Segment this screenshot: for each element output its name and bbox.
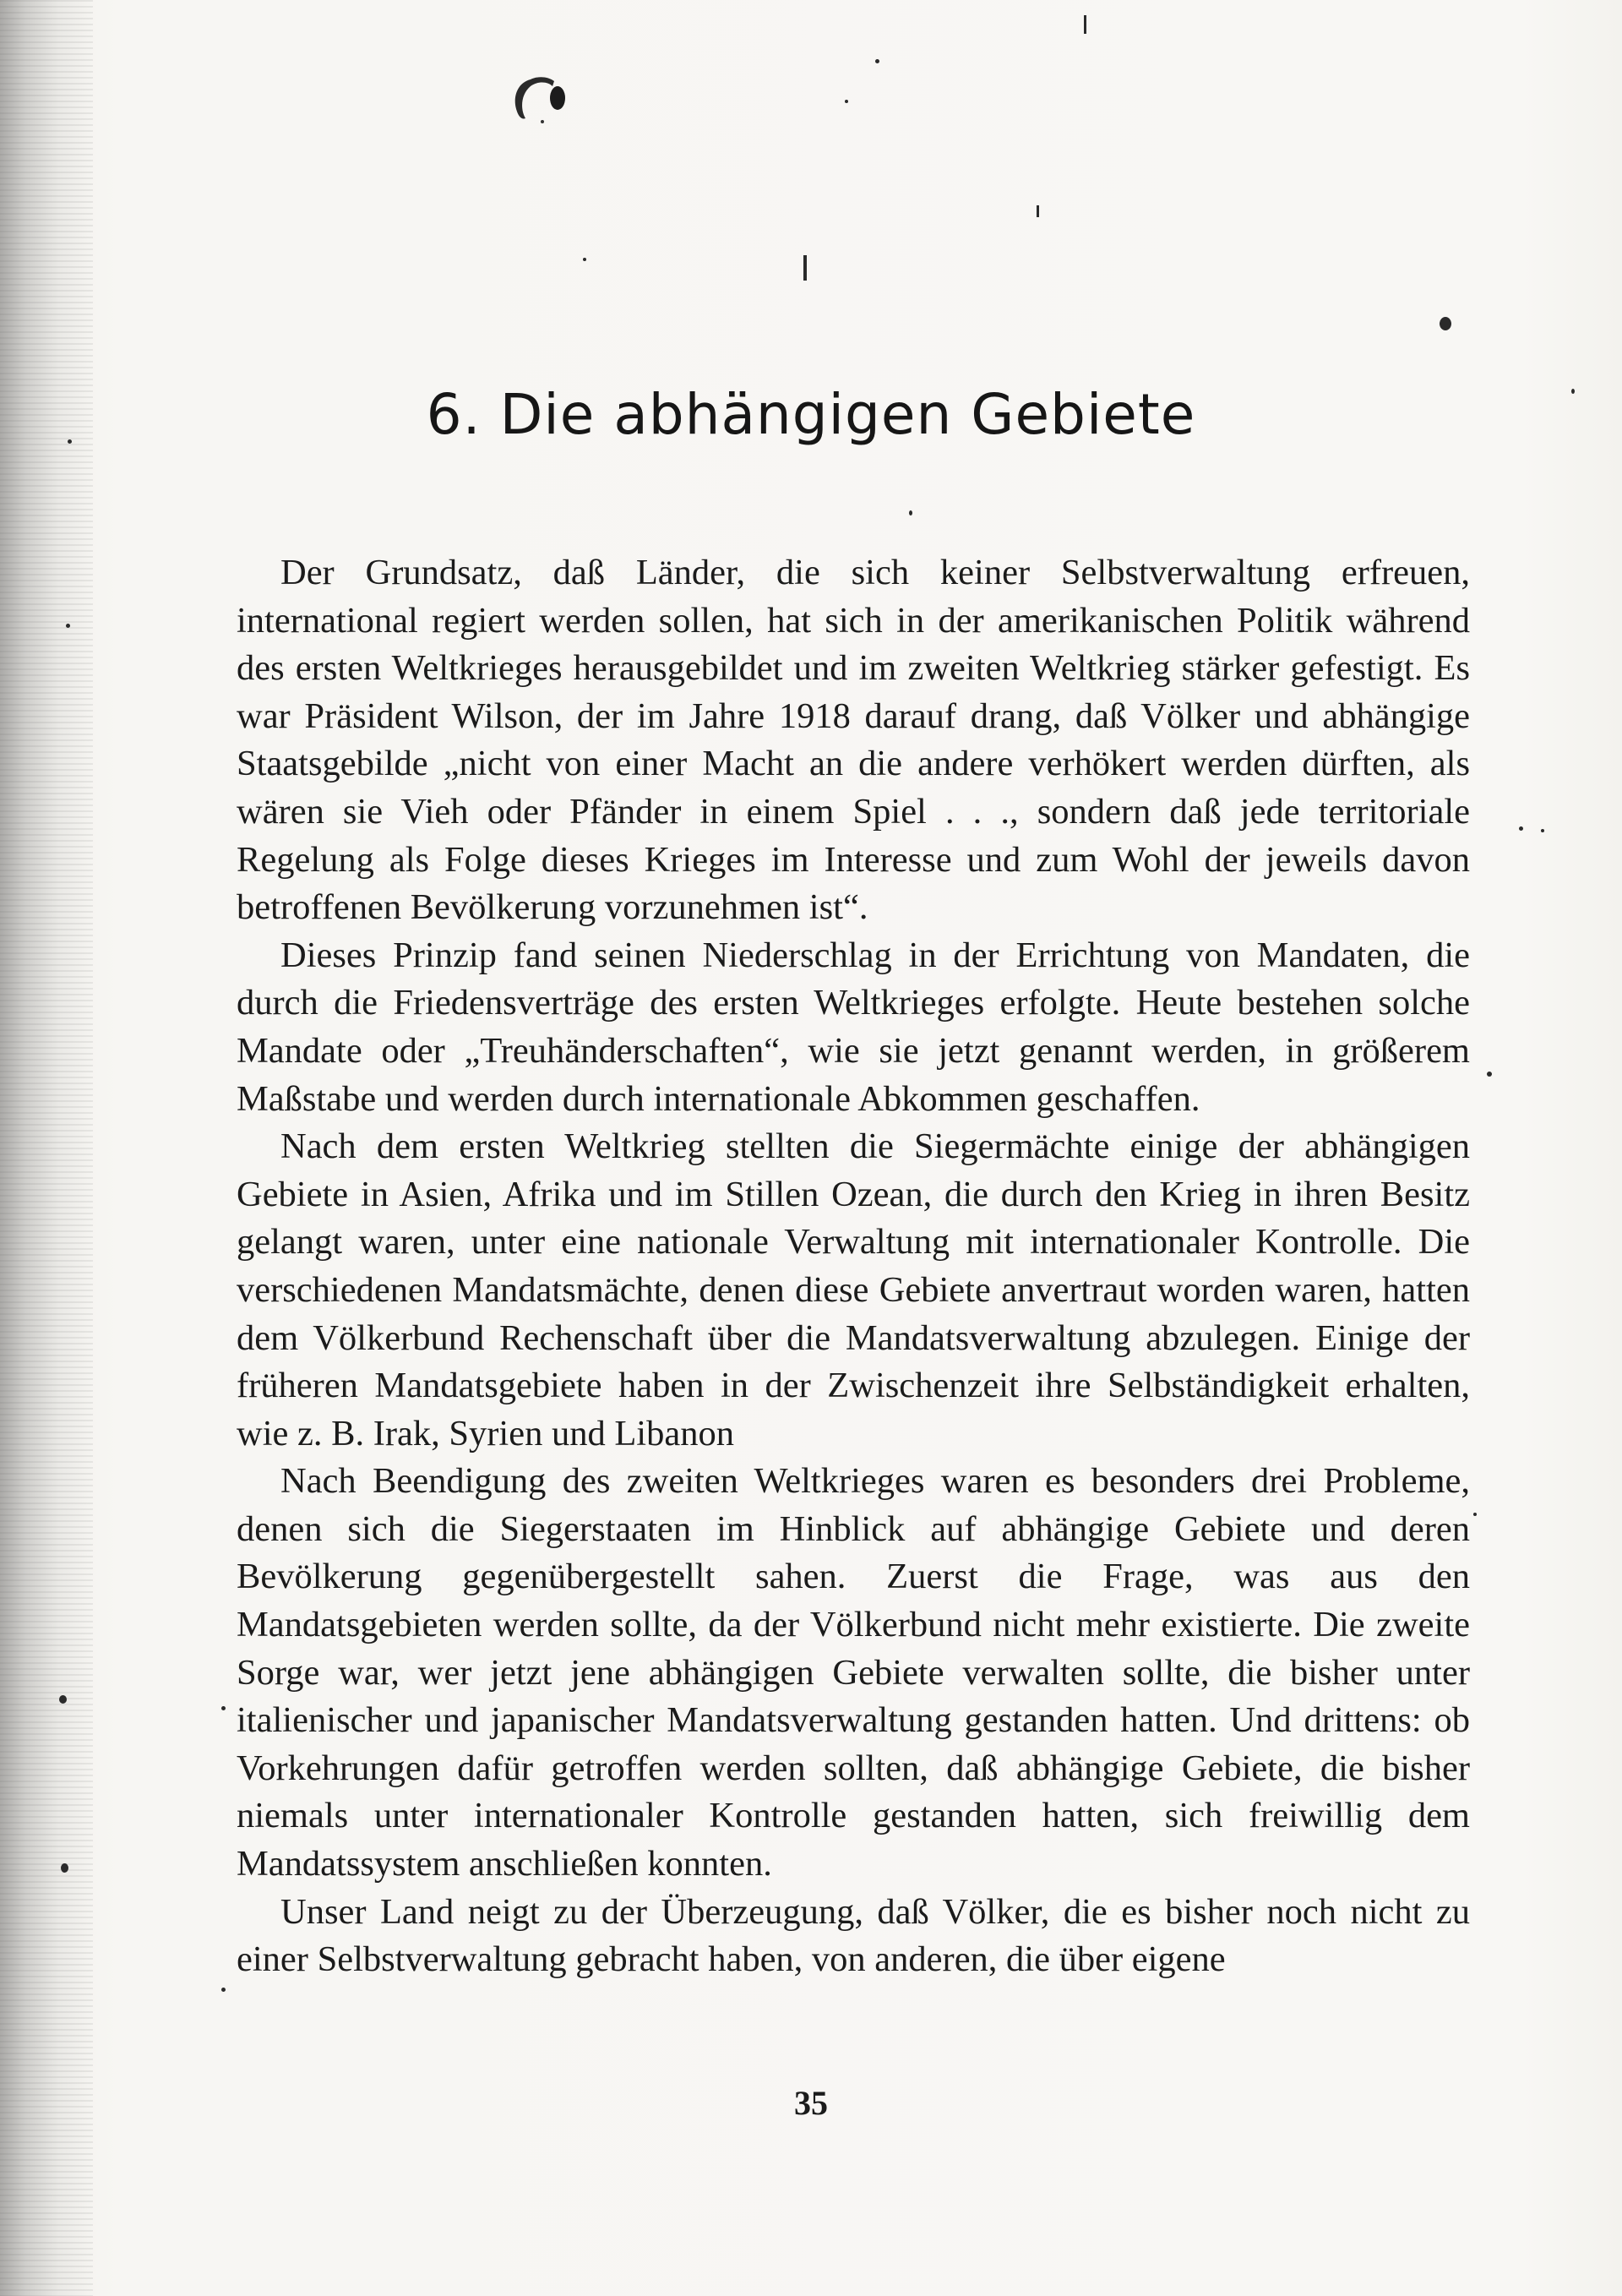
scan-mark — [1084, 15, 1086, 34]
scan-speck — [1487, 1072, 1492, 1077]
chapter-title: 6. Die abhängigen Gebiete — [426, 382, 1196, 447]
paragraph: Der Grundsatz, daß Länder, die sich keiner Selbstverwaltung erfreuen, international regiert werden sollen, hat sich in der amerikanischen Politik während des ersten Weltkrieges herausgebildet und im zweiten Weltkrieg stärker gefestigt. Es war Präsident Wilson, der im Jahre 1918 darauf drang, daß Völker und abhängige Staatsgebilde „nicht von einer Macht an die andere verhökert werden dürften, als wären sie Vieh oder Pfänder in einem Spiel . . ., sondern daß jede territoriale Regelung als Folge dieses Krieges im Interesse und zum Wohl der jeweils davon betroffenen Bevölkerung vorzunehmen ist“. — [237, 553, 1470, 928]
paragraph: Nach dem ersten Weltkrieg stellten die Siegermächte einige der abhängigen Gebiete in Asien, Afrika und im Stillen Ozean, die durch den Krieg in ihren Besitz gelangt waren, unter eine nationale Verwaltung mit internationaler Kontrolle. Die verschiedenen Mandatsmächte, denen diese Gebiete anvertraut worden waren, hatten dem Völkerbund Rechenschaft über die Mandatsverwaltung abzulegen. Einige der früheren Mandatsgebiete haben in der Zwischenzeit ihre Selbständigkeit erhalten, wie z. B. Irak, Syrien und Libanon — [237, 1126, 1470, 1453]
scan-speck — [1541, 829, 1544, 832]
scan-mark — [1037, 205, 1039, 217]
scan-mark — [803, 255, 807, 281]
scan-speck — [61, 1863, 68, 1873]
scan-speck — [583, 258, 586, 261]
scan-speck — [59, 1695, 67, 1704]
paragraph: Dieses Prinzip fand seinen Niederschlag in der Errichtung von Mandaten, die durch die Friedensverträge des ersten Weltkrieges erfolgte. Heute bestehen solche Mandate oder „Treuhänderschaften“, wie sie jetzt genannt werden, in größerem Maßstabe und werden durch internationale Abkommen geschaffen. — [237, 935, 1470, 1119]
scan-speck — [1519, 826, 1523, 831]
scan-speck — [221, 1706, 226, 1710]
scan-speck — [909, 510, 912, 515]
body-text — [237, 549, 1470, 1984]
scan-speck — [875, 59, 879, 63]
ink-blot-mark — [505, 69, 578, 128]
paragraph: Nach Beendigung des zweiten Weltkrieges waren es besonders drei Probleme, denen sich die Siegerstaaten im Hinblick auf abhängige Gebiete und deren Bevölkerung gegenübergestellt sahen. Zuerst die Frage, was aus den Mandatsgebieten werden sollte, da der Völkerbund nicht mehr existierte. Die zweite Sorge war, wer jetzt jene abhängigen Gebiete verwalten sollte, die bisher unter italienischer und japanischer Mandatsverwaltung gestanden hatten. Und drittens: ob Vorkehrungen dafür getroffen werden sollten, daß abhängige Gebiete, die bisher niemals unter internationaler Kontrolle gestanden hatten, sich freiwillig dem Mandatssystem anschließen konnten. — [237, 1461, 1470, 1884]
scan-speck — [1440, 317, 1451, 330]
paragraph: Unser Land neigt zu der Überzeugung, daß Völker, die es bisher noch nicht zu einer Selbstverwaltung gebracht haben, von anderen, die über eigene — [237, 1891, 1470, 1980]
binding-edge-shadow — [0, 0, 93, 2296]
scan-speck — [1473, 1513, 1477, 1516]
scan-speck — [66, 624, 70, 628]
scan-speck — [845, 100, 848, 103]
scan-speck — [221, 1988, 226, 1992]
page-number: 35 — [794, 2084, 828, 2122]
